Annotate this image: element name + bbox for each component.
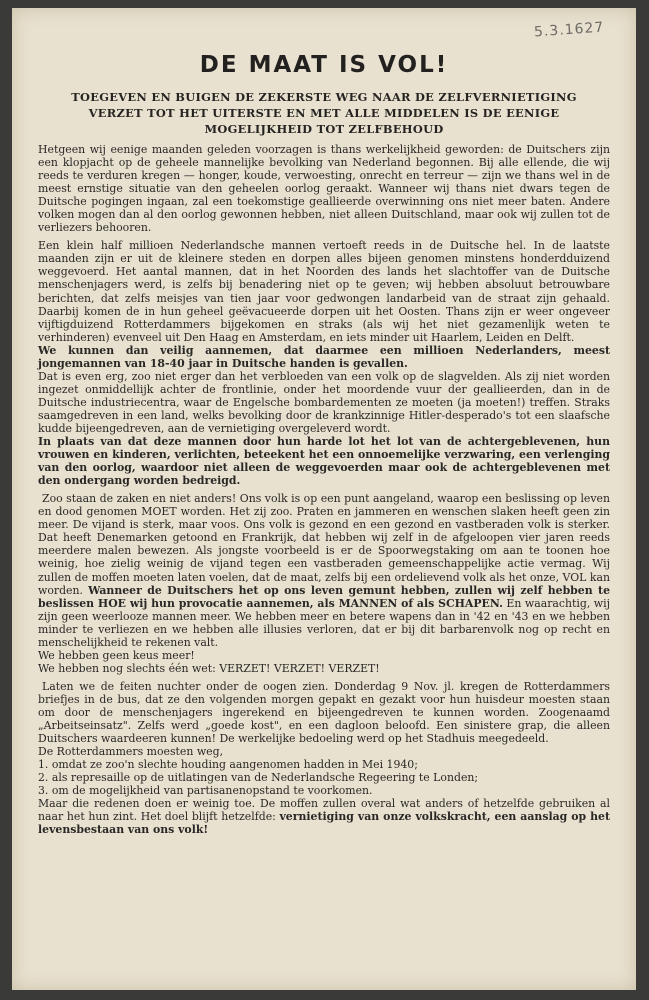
list-item-3: 3. om de mogelijkheid van partisanenopstand te voorkomen. [38, 784, 373, 798]
line-no-choice: We hebben geen keus meer! [38, 648, 195, 662]
list-intro: De Rotterdammers moesten weg, [38, 745, 224, 759]
paragraph-8 [38, 797, 610, 836]
subtitle-line-2: VERZET TOT HET UITERSTE EN MET ALLE MIDDELEN IS DE EENIGE [88, 106, 560, 120]
paragraph-5-text: In plaats van dat deze mannen door hun harde lot het lot van de achtergeblevenen, hun vrouwen en kinderen, verlichten, beteekent het een onnoemelijke verzwaring, een verlenging van den oorlog, waardoor niet alleen de weggevoerden maar ook de achtergeblevenen met den ondergang worden bedreigd. [38, 435, 610, 488]
paragraph-6 [38, 492, 610, 649]
paragraph-1: Hetgeen wij eenige maanden geleden voorzagen is thans werkelijkheid geworden: de Duitschers zijn een klopjacht op de geheele mannelijke bevolking van Nederland begonnen. Bij alle ellende, die wij reeds te verduren kregen — honger, koude, verwoesting, onrecht en terreur — zijn we thans wel in de meest ernstige situatie van den geheelen oorlog geraakt. Wanneer wij thans niet dwars tegen de Duitsche pogingen ingaan, zal een toekomstige geallieerde overwinning ons niet meer baten. Andere volken mogen dan al den oorlog gewonnen hebben, niet alleen Duitschland, maar ook wij zullen tot de verliezers behooren. [38, 143, 610, 235]
leaflet-body [38, 143, 610, 836]
subtitle-line-3: MOGELIJKHEID TOT ZELFBEHOUD [204, 122, 444, 136]
paragraph-5-bold [38, 435, 610, 487]
list-item-2: 2. als represaille op de uitlatingen van de Nederlandsche Regeering te Londen; [38, 771, 479, 785]
line-resistance: We hebben nog slechts één wet: VERZET! VERZET! VERZET! [38, 661, 380, 675]
paragraph-3-text: We kunnen dan veilig aannemen, dat daarmee een millioen Nederlanders, meest jongemannen van 18-40 jaar in Duitsche handen is gevallen. [38, 343, 610, 370]
subtitle-line-1: TOEGEVEN EN BUIGEN DE ZEKERSTE WEG NAAR DE ZELFVERNIETIGING [71, 90, 577, 104]
paragraph-6-a: Zoo staan de zaken en niet anders! Ons volk is op een punt aangeland, waarop een beslissing op leven en dood genomen MOET worden. Het zij zoo. Praten en jammeren en wenschen slaken heeft geen zin meer. De vijand is sterk, maar voos. Ons volk is gezond en een gezond en vastberaden volk is sterker. Dat heeft Denemarken getoond en Frankrijk, dat hebben wij zelf in de afgeloopen vier jaren reeds meerdere malen bewezen. Als jongste voorbeeld is er de Spoorwegstaking om aan te toonen hoe weinig, hoe zielig weinig de vijand tegen een vastberaden gemeenschappelijke actie vermag. Wij zullen de moffen moeten laten voelen, dat de maat, zelfs bij een ordelievend volk als het onze, VOL kan worden. [38, 492, 610, 597]
archive-mark: 5.3.1627 [533, 19, 605, 41]
leaflet-page [12, 8, 636, 990]
paragraph-3-bold [38, 344, 610, 370]
paragraph-7: Laten we de feiten nuchter onder de oogen zien. Donderdag 9 Nov. jl. kregen de Rotterdammers briefjes in de bus, dat ze den volgenden morgen gepakt en gezakt voor hun huisdeur moesten staan om door de menschenjagers ingerekend en bijeengedreven te kunnen worden. Zoogenaamd „Arbeitseinsatz". Zelfs werd „goede kost", en een dagloon beloofd. Een sinistere grap, die alleen Duitschers waardeeren kunnen! De werkelijke bedoeling werd op het Stadhuis meegedeeld. [38, 679, 610, 746]
paragraph-2: Een klein half millioen Nederlandsche mannen vertoeft reeds in de Duitsche hel. In de laatste maanden zijn er uit de kleinere steden en dorpen alles bijeen genomen minstens honderdduizend weggevoerd. Het aantal mannen, dat in het Noorden des lands het slachtoffer van de Duitsche menschenjagers werd, is zelfs bij benadering niet op te geven; wij hebben absoluut betrouwbare berichten, dat zelfs meisjes van tien jaar voor gedwongen landarbeid van de straat zijn gehaald. Daarbij komen de in hun geheel geëvacueerde dorpen uit het Oosten. Thans zijn er weer ongeveer vijftigduizend Rotterdammers bijgekomen en straks (als wij het niet gezamenlijk weten te verhinderen) evenveel uit Den Haag en Amsterdam, en iets minder uit Haarlem, Leiden en Delft. [38, 239, 610, 344]
paragraph-8-bold: vernietiging van onze volkskracht, een aanslag op het levensbestaan van ons volk! [38, 810, 610, 837]
paragraph-6-bold: Wanneer de Duitschers het op ons leven gemunt hebben, zullen wij zelf hebben te beslissen HOE wij hun provocatie aannemen, als MANNEN of als SCHAPEN. [38, 583, 610, 610]
subtitle [30, 89, 618, 137]
list-item-1: 1. omdat ze zoo'n slechte houding aangenomen hadden in Mei 1940; [38, 758, 418, 772]
paragraph-6-b: En waarachtig, wij zijn geen weerlooze mannen meer. We hebben meer en betere wapens dan in '42 en '43 en we hebben minder te verliezen en we hebben alle illusies verloren, dat er bij dit barbarenvolk nog op recht en menschelijkheid te rekenen valt. [38, 596, 610, 649]
paragraph-4: Dat is even erg, zoo niet erger dan het verbloeden van een volk op de slagvelden. Als zij niet worden ingezet onmiddellijk achter de frontlinie, onder het moordende vuur der geallieerden, dan in de Duitsche industriecentra, waar de Engelsche bombardementen ze moeten (ja moeten!) treffen. Straks saamgedreven in een land, welks bevolking door de krankzinnige Hitler-desperado's tot een slaafsche kudde bijeengedreven, aan de vernietiging overgeleverd wordt. [38, 369, 610, 435]
page-title: DE MAAT IS VOL! [199, 52, 449, 78]
paragraph-8-text: Maar die redenen doen er weinig toe. De moffen zullen overal wat anders of hetzelfde gebruiken al naar het hun zint. Het doel blijft hetzelfde: [38, 797, 610, 824]
